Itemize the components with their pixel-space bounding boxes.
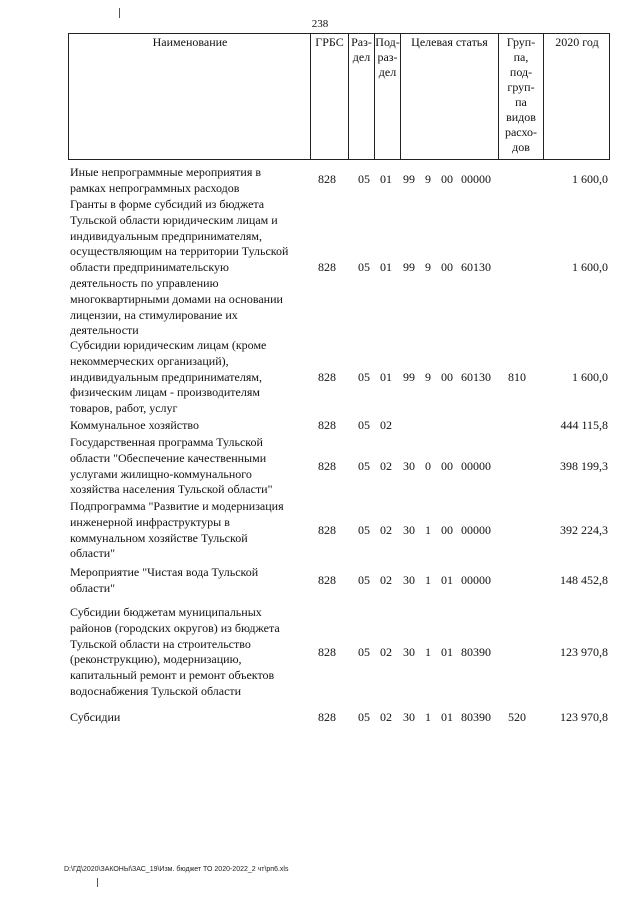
header-divider: [310, 33, 311, 160]
cell-cs-subprogram: 1: [425, 710, 431, 724]
header-year: 2020 год: [555, 35, 599, 49]
cell-cs-direction: 00000: [461, 459, 491, 473]
row-name: Подпрограмма "Развитие и модернизация инженерной инфраструктуры в коммунальном хозяйстве Тульской области": [70, 499, 284, 561]
row-name: Мероприятие "Чистая вода Тульской области": [70, 565, 259, 595]
cell-sum: 398 199,3: [560, 459, 608, 473]
cell-cs-event: 01: [441, 710, 453, 724]
cell-podrazdel: 02: [380, 418, 392, 432]
cell-cs-program: 30: [403, 523, 415, 537]
cell-grbs: 828: [318, 710, 336, 724]
cell-sum: 1 600,0: [572, 260, 608, 274]
cell-podrazdel: 01: [380, 172, 392, 186]
row-name: Гранты в форме субсидий из бюджета Тульской области юридическим лицам и индивидуальным предпринимателям, осуществляющим на территории Тульской области предпринимательскую деятельность по управлению многоквартирными домами на основании лицензии, на стимулирование их деятельности: [70, 197, 289, 338]
row-name: Коммунальное хозяйство: [70, 418, 199, 432]
cell-podrazdel: 01: [380, 370, 392, 384]
cell-podrazdel: 02: [380, 645, 392, 659]
cell-podrazdel: 01: [380, 260, 392, 274]
cell-grbs: 828: [318, 573, 336, 587]
cell-cs-program: 30: [403, 710, 415, 724]
cell-grbs: 828: [318, 172, 336, 186]
header-vid-rashodov: Груп- па, под- груп- па видов расхо- дов: [504, 35, 538, 154]
cell-grbs: 828: [318, 370, 336, 384]
cell-cs-event: 00: [441, 260, 453, 274]
cell-cs-program: 30: [403, 459, 415, 473]
cell-podrazdel: 02: [380, 573, 392, 587]
cell-razdel: 05: [358, 710, 370, 724]
cell-cs-subprogram: 0: [425, 459, 431, 473]
cell-cs-event: 00: [441, 523, 453, 537]
page-number: 238: [311, 18, 329, 30]
scan-mark-top: [119, 8, 120, 18]
cell-cs-subprogram: 1: [425, 523, 431, 537]
cell-cs-event: 01: [441, 645, 453, 659]
cell-cs-program: 99: [403, 260, 415, 274]
header-divider: [543, 33, 544, 160]
file-path-footer: D:\ГД\2020\ЗАКОНЫ\ЗАС_19\Изм. бюджет ТО 2020-2022_2 чт\рп6.xls: [64, 866, 289, 873]
cell-cs-event: 00: [441, 459, 453, 473]
cell-cs-direction: 60130: [461, 370, 491, 384]
cell-cs-subprogram: 9: [425, 370, 431, 384]
cell-cs-direction: 80390: [461, 645, 491, 659]
cell-podrazdel: 02: [380, 710, 392, 724]
header-razdel: Раз- дел: [351, 35, 372, 64]
cell-sum: 123 970,8: [560, 710, 608, 724]
cell-cs-event: 00: [441, 370, 453, 384]
cell-cs-program: 99: [403, 172, 415, 186]
cell-cs-direction: 00000: [461, 573, 491, 587]
cell-vid: 520: [508, 710, 526, 724]
scan-mark-bottom: [97, 878, 98, 887]
cell-sum: 444 115,8: [560, 418, 608, 432]
cell-razdel: 05: [358, 645, 370, 659]
cell-sum: 148 452,8: [560, 573, 608, 587]
cell-vid: 810: [508, 370, 526, 384]
cell-razdel: 05: [358, 523, 370, 537]
row-name: Субсидии: [70, 710, 121, 724]
cell-razdel: 05: [358, 573, 370, 587]
cell-sum: 392 224,3: [560, 523, 608, 537]
cell-grbs: 828: [318, 418, 336, 432]
cell-cs-direction: 00000: [461, 172, 491, 186]
cell-grbs: 828: [318, 523, 336, 537]
cell-cs-program: 99: [403, 370, 415, 384]
cell-razdel: 05: [358, 459, 370, 473]
cell-cs-subprogram: 9: [425, 260, 431, 274]
cell-sum: 1 600,0: [572, 370, 608, 384]
cell-cs-program: 30: [403, 573, 415, 587]
cell-cs-event: 00: [441, 172, 453, 186]
cell-cs-event: 01: [441, 573, 453, 587]
row-name: Субсидии юридическим лицам (кроме некоммерческих организаций), индивидуальным предпринимателям, физическим лицам - производителям товаров, работ, услуг: [70, 338, 267, 416]
row-name: Субсидии бюджетам муниципальных районов (городских округов) из бюджета Тульской области на строительство (реконструкцию), модернизацию, капитальный ремонт и ремонт объектов водоснабжения Тульской области: [70, 605, 280, 698]
cell-sum: 123 970,8: [560, 645, 608, 659]
header-celevaya-statya: Целевая статья: [411, 35, 488, 49]
cell-sum: 1 600,0: [572, 172, 608, 186]
cell-cs-subprogram: 9: [425, 172, 431, 186]
cell-podrazdel: 02: [380, 523, 392, 537]
cell-cs-subprogram: 1: [425, 645, 431, 659]
cell-grbs: 828: [318, 645, 336, 659]
cell-grbs: 828: [318, 459, 336, 473]
header-podrazdel: Под- раз- дел: [375, 35, 400, 79]
row-name: Государственная программа Тульской области "Обеспечение качественными услугами жилищно-коммунального хозяйства населения Тульской области": [70, 435, 273, 497]
cell-cs-direction: 00000: [461, 523, 491, 537]
header-grbs: ГРБС: [315, 35, 344, 49]
cell-cs-subprogram: 1: [425, 573, 431, 587]
header-name: Наименование: [152, 35, 228, 49]
cell-cs-direction: 60130: [461, 260, 491, 274]
cell-razdel: 05: [358, 172, 370, 186]
row-name: Иные непрограммные мероприятия в рамках непрограммных расходов: [70, 165, 262, 195]
cell-podrazdel: 02: [380, 459, 392, 473]
cell-grbs: 828: [318, 260, 336, 274]
cell-razdel: 05: [358, 418, 370, 432]
cell-razdel: 05: [358, 260, 370, 274]
header-divider: [400, 33, 401, 160]
cell-cs-direction: 80390: [461, 710, 491, 724]
cell-razdel: 05: [358, 370, 370, 384]
cell-cs-program: 30: [403, 645, 415, 659]
